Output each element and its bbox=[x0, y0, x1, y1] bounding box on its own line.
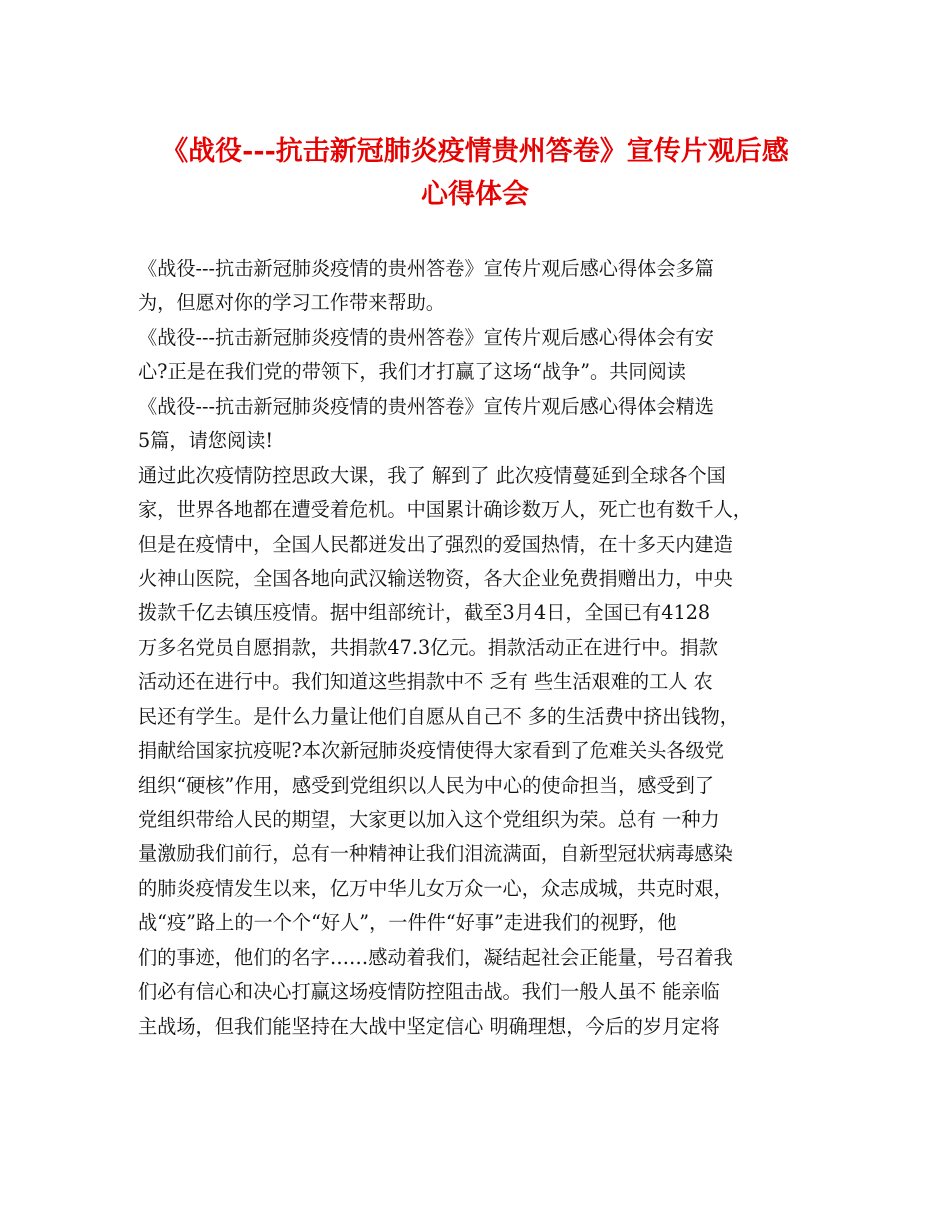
body-line: 捐献给国家抗疫呢?本次新冠肺炎疫情使得大家看到了危难关头各级党 bbox=[138, 739, 724, 763]
body-line: 拨款千亿去镇压疫情。据中组部统计，截至3月4日，全国已有4128 bbox=[138, 601, 711, 625]
body-line: 为，但愿对你的学习工作带来帮助。 bbox=[138, 291, 445, 315]
body-line: 通过此次疫情防控思政大课，我了 解到了 此次疫情蔓延到全球各个国 bbox=[138, 463, 726, 487]
body-line: 的肺炎疫情发生以来，亿万中华儿女万众一心，众志成城，共克时艰， bbox=[138, 876, 733, 900]
body-line: 民还有学生。是什么力量让他们自愿从自己不 多的生活费中挤出钱物， bbox=[138, 704, 739, 728]
body-line: 5篇，请您阅读! bbox=[138, 429, 274, 453]
body-line: 火神山医院，全国各地向武汉输送物资，各大企业免费捐赠出力，中央 bbox=[138, 566, 733, 590]
body-line: 们必有信心和决心打赢这场疫情防控阻击战。我们一般人虽不 能亲临 bbox=[138, 980, 720, 1004]
body-line: 活动还在进行中。我们知道这些捐款中不 乏有 些生活艰难的工人 农 bbox=[138, 670, 713, 694]
body-line: 主战场，但我们能坚持在大战中坚定信心 明确理想，今后的岁月定将 bbox=[138, 1014, 720, 1038]
body-line: 《战役---抗击新冠肺炎疫情的贵州答卷》宣传片观后感心得体会有安 bbox=[138, 325, 714, 349]
body-line: 《战役---抗击新冠肺炎疫情的贵州答卷》宣传片观后感心得体会多篇 bbox=[138, 257, 714, 280]
body-line: 战“疫”路上的一个个“好人”，一件件“好事”走进我们的视野，他 bbox=[138, 911, 677, 935]
document-title-line-1: 《战役---抗击新冠肺炎疫情贵州答卷》宣传片观后感 bbox=[161, 136, 789, 167]
document-title-line-2: 心得体会 bbox=[421, 179, 529, 210]
body-line: 们的事迹，他们的名字……感动着我们，凝结起社会正能量，号召着我 bbox=[138, 945, 733, 969]
body-line: 但是在疫情中，全国人民都迸发出了强烈的爱国热情，在十多天内建造 bbox=[138, 532, 733, 556]
body-line: 《战役---抗击新冠肺炎疫情的贵州答卷》宣传片观后感心得体会精选 bbox=[138, 394, 714, 418]
body-line: 家，世界各地都在遭受着危机。中国累计确诊数万人，死亡也有数千人， bbox=[138, 498, 752, 522]
body-line: 量激励我们前行，总有一种精神让我们泪流满面，自新型冠状病毒感染 bbox=[138, 842, 733, 866]
body-line: 组织“硬核”作用，感受到党组织以人民为中心的使命担当，感受到了 bbox=[138, 773, 715, 797]
body-line: 心?正是在我们党的带领下，我们才打赢了这场“战争”。共同阅读 bbox=[138, 360, 686, 384]
body-line: 党组织带给人民的期望，大家更以加入这个党组织为荣。总有 一种力 bbox=[138, 808, 720, 831]
document-body bbox=[138, 252, 818, 1044]
body-line: 万多名党员自愿捐款，共捐款47.3亿元。捐款活动正在进行中。捐款 bbox=[138, 635, 718, 659]
